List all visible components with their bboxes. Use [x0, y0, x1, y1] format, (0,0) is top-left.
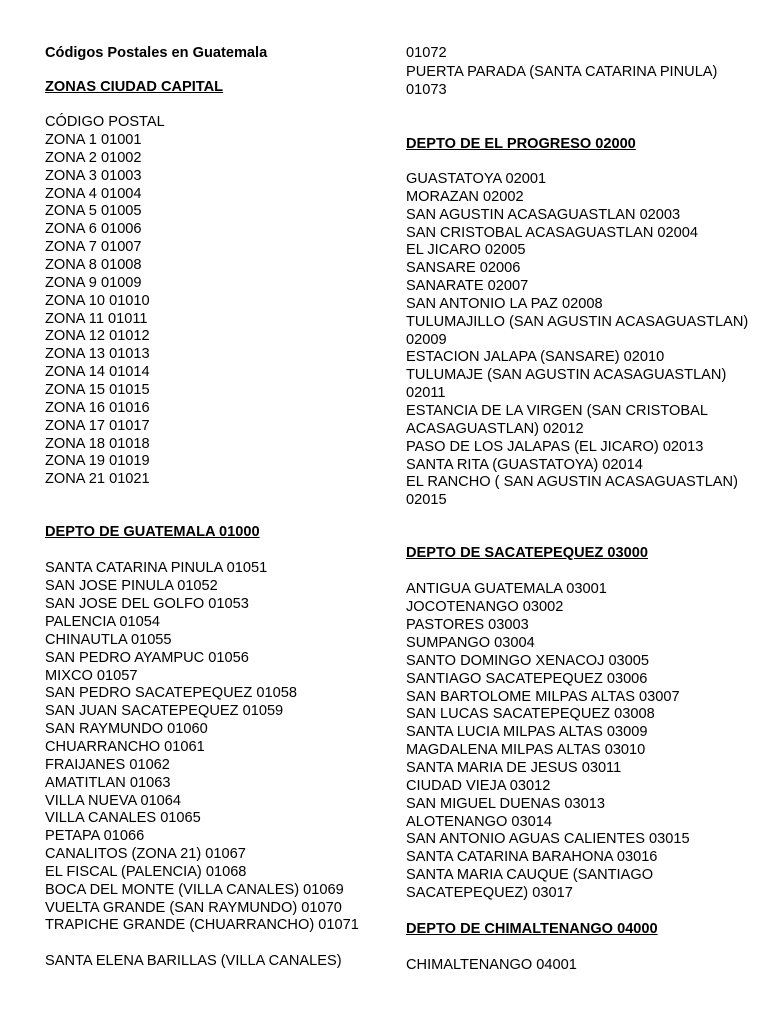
- postal-code-entry: ZONA 8 01008: [45, 257, 142, 273]
- postal-code-entry: SANTA MARIA DE JESUS 03011: [406, 760, 622, 776]
- postal-code-entry: SANTA ELENA BARILLAS (VILLA CANALES): [45, 953, 342, 969]
- postal-code-entry: SANTA CATARINA PINULA 01051: [45, 560, 268, 576]
- postal-code-entry: SAN ANTONIO LA PAZ 02008: [406, 296, 603, 312]
- section-heading: DEPTO DE GUATEMALA 01000: [45, 524, 260, 540]
- postal-code-entry: GUASTATOYA 02001: [406, 171, 547, 187]
- postal-code-entry: TULUMAJILLO (SAN AGUSTIN ACASAGUASTLAN) 02009: [406, 314, 749, 348]
- postal-code-entry: BOCA DEL MONTE (VILLA CANALES) 01069: [45, 882, 344, 898]
- postal-code-entry: EL FISCAL (PALENCIA) 01068: [45, 864, 247, 880]
- postal-code-entry: PUERTA PARADA (SANTA CATARINA PINULA) 01073: [406, 64, 718, 98]
- postal-code-entry: ZONA 14 01014: [45, 364, 150, 380]
- postal-code-entry: ZONA 17 01017: [45, 418, 150, 434]
- postal-code-entry: ZONA 10 01010: [45, 293, 150, 309]
- postal-code-entry: SAN BARTOLOME MILPAS ALTAS 03007: [406, 689, 680, 705]
- postal-code-entry: SANTA CATARINA BARAHONA 03016: [406, 849, 658, 865]
- postal-code-entry: CHINAUTLA 01055: [45, 632, 172, 648]
- postal-code-entry: TRAPICHE GRANDE (CHUARRANCHO) 01071: [45, 917, 359, 933]
- postal-code-entry: SANTO DOMINGO XENACOJ 03005: [406, 653, 650, 669]
- postal-code-entry: SAN MIGUEL DUENAS 03013: [406, 796, 605, 812]
- postal-code-entry: ZONA 3 01003: [45, 168, 142, 184]
- postal-code-entry: SAN CRISTOBAL ACASAGUASTLAN 02004: [406, 225, 698, 241]
- postal-code-entry: SANTA MARIA CAUQUE (SANTIAGO SACATEPEQUEZ) 03017: [406, 867, 654, 901]
- postal-code-entry: ZONA 18 01018: [45, 436, 150, 452]
- section-heading: DEPTO DE EL PROGRESO 02000: [406, 136, 636, 152]
- postal-code-entry: MAGDALENA MILPAS ALTAS 03010: [406, 742, 646, 758]
- postal-code-entry: EL JICARO 02005: [406, 242, 526, 258]
- postal-code-entry: ZONA 13 01013: [45, 346, 150, 362]
- postal-code-entry: SAN JOSE DEL GOLFO 01053: [45, 596, 249, 612]
- postal-code-entry: TULUMAJE (SAN AGUSTIN ACASAGUASTLAN) 02011: [406, 367, 727, 401]
- postal-code-entry: AMATITLAN 01063: [45, 775, 171, 791]
- postal-code-entry: SANSARE 02006: [406, 260, 521, 276]
- postal-code-entry: VILLA CANALES 01065: [45, 810, 201, 826]
- section-heading: DEPTO DE CHIMALTENANGO 04000: [406, 921, 658, 937]
- postal-code-entry: SAN JUAN SACATEPEQUEZ 01059: [45, 703, 284, 719]
- postal-code-entry: 01072: [406, 45, 447, 61]
- postal-code-entry: ZONA 4 01004: [45, 186, 142, 202]
- postal-code-entry: ZONA 19 01019: [45, 453, 150, 469]
- postal-code-entry: SUMPANGO 03004: [406, 635, 535, 651]
- postal-code-entry: ZONA 5 01005: [45, 203, 142, 219]
- postal-code-entry: SAN ANTONIO AGUAS CALIENTES 03015: [406, 831, 690, 847]
- postal-code-entry: SAN AGUSTIN ACASAGUASTLAN 02003: [406, 207, 681, 223]
- postal-code-entry: FRAIJANES 01062: [45, 757, 170, 773]
- postal-code-entry: SANARATE 02007: [406, 278, 529, 294]
- postal-code-entry: VILLA NUEVA 01064: [45, 793, 182, 809]
- postal-code-entry: CHUARRANCHO 01061: [45, 739, 205, 755]
- postal-code-entry: ZONA 7 01007: [45, 239, 142, 255]
- postal-code-entry: SAN PEDRO SACATEPEQUEZ 01058: [45, 685, 297, 701]
- postal-code-entry: MORAZAN 02002: [406, 189, 524, 205]
- postal-code-entry: MIXCO 01057: [45, 668, 138, 684]
- postal-code-entry: EL RANCHO ( SAN AGUSTIN ACASAGUASTLAN) 02015: [406, 474, 738, 508]
- postal-code-entry: ZONA 21 01021: [45, 471, 150, 487]
- postal-code-entry: SANTIAGO SACATEPEQUEZ 03006: [406, 671, 648, 687]
- postal-code-entry: ZONA 16 01016: [45, 400, 150, 416]
- postal-code-entry: ESTACION JALAPA (SANSARE) 02010: [406, 349, 665, 365]
- document-title: Códigos Postales en Guatemala: [45, 45, 268, 61]
- postal-code-entry: PASO DE LOS JALAPAS (EL JICARO) 02013: [406, 439, 704, 455]
- postal-code-entry: ZONA 9 01009: [45, 275, 142, 291]
- postal-code-entry: SAN LUCAS SACATEPEQUEZ 03008: [406, 706, 655, 722]
- postal-code-entry: JOCOTENANGO 03002: [406, 599, 564, 615]
- postal-code-entry: SANTA RITA (GUASTATOYA) 02014: [406, 457, 643, 473]
- postal-code-entry: CÓDIGO POSTAL: [45, 114, 165, 130]
- postal-code-entry: ZONA 15 01015: [45, 382, 150, 398]
- postal-code-entry: ANTIGUA GUATEMALA 03001: [406, 581, 607, 597]
- postal-code-entry: ZONA 12 01012: [45, 328, 150, 344]
- postal-code-entry: ZONA 1 01001: [45, 132, 142, 148]
- postal-code-entry: CHIMALTENANGO 04001: [406, 957, 577, 973]
- postal-code-entry: ZONA 6 01006: [45, 221, 142, 237]
- postal-code-entry: VUELTA GRANDE (SAN RAYMUNDO) 01070: [45, 900, 342, 916]
- postal-code-entry: SAN PEDRO AYAMPUC 01056: [45, 650, 249, 666]
- postal-code-entry: SANTA LUCIA MILPAS ALTAS 03009: [406, 724, 648, 740]
- postal-code-entry: PASTORES 03003: [406, 617, 529, 633]
- postal-code-entry: SAN JOSE PINULA 01052: [45, 578, 218, 594]
- postal-code-entry: PETAPA 01066: [45, 828, 145, 844]
- postal-code-entry: ESTANCIA DE LA VIRGEN (SAN CRISTOBAL ACASAGUASTLAN) 02012: [406, 403, 708, 437]
- postal-code-entry: ZONA 11 01011: [45, 311, 148, 327]
- postal-code-entry: ZONA 2 01002: [45, 150, 142, 166]
- postal-code-entry: SAN RAYMUNDO 01060: [45, 721, 208, 737]
- postal-code-entry: CANALITOS (ZONA 21) 01067: [45, 846, 246, 862]
- postal-code-entry: ALOTENANGO 03014: [406, 814, 553, 830]
- section-heading: DEPTO DE SACATEPEQUEZ 03000: [406, 545, 648, 561]
- postal-code-entry: CIUDAD VIEJA 03012: [406, 778, 551, 794]
- postal-code-entry: PALENCIA 01054: [45, 614, 160, 630]
- section-heading: ZONAS CIUDAD CAPITAL: [45, 79, 224, 95]
